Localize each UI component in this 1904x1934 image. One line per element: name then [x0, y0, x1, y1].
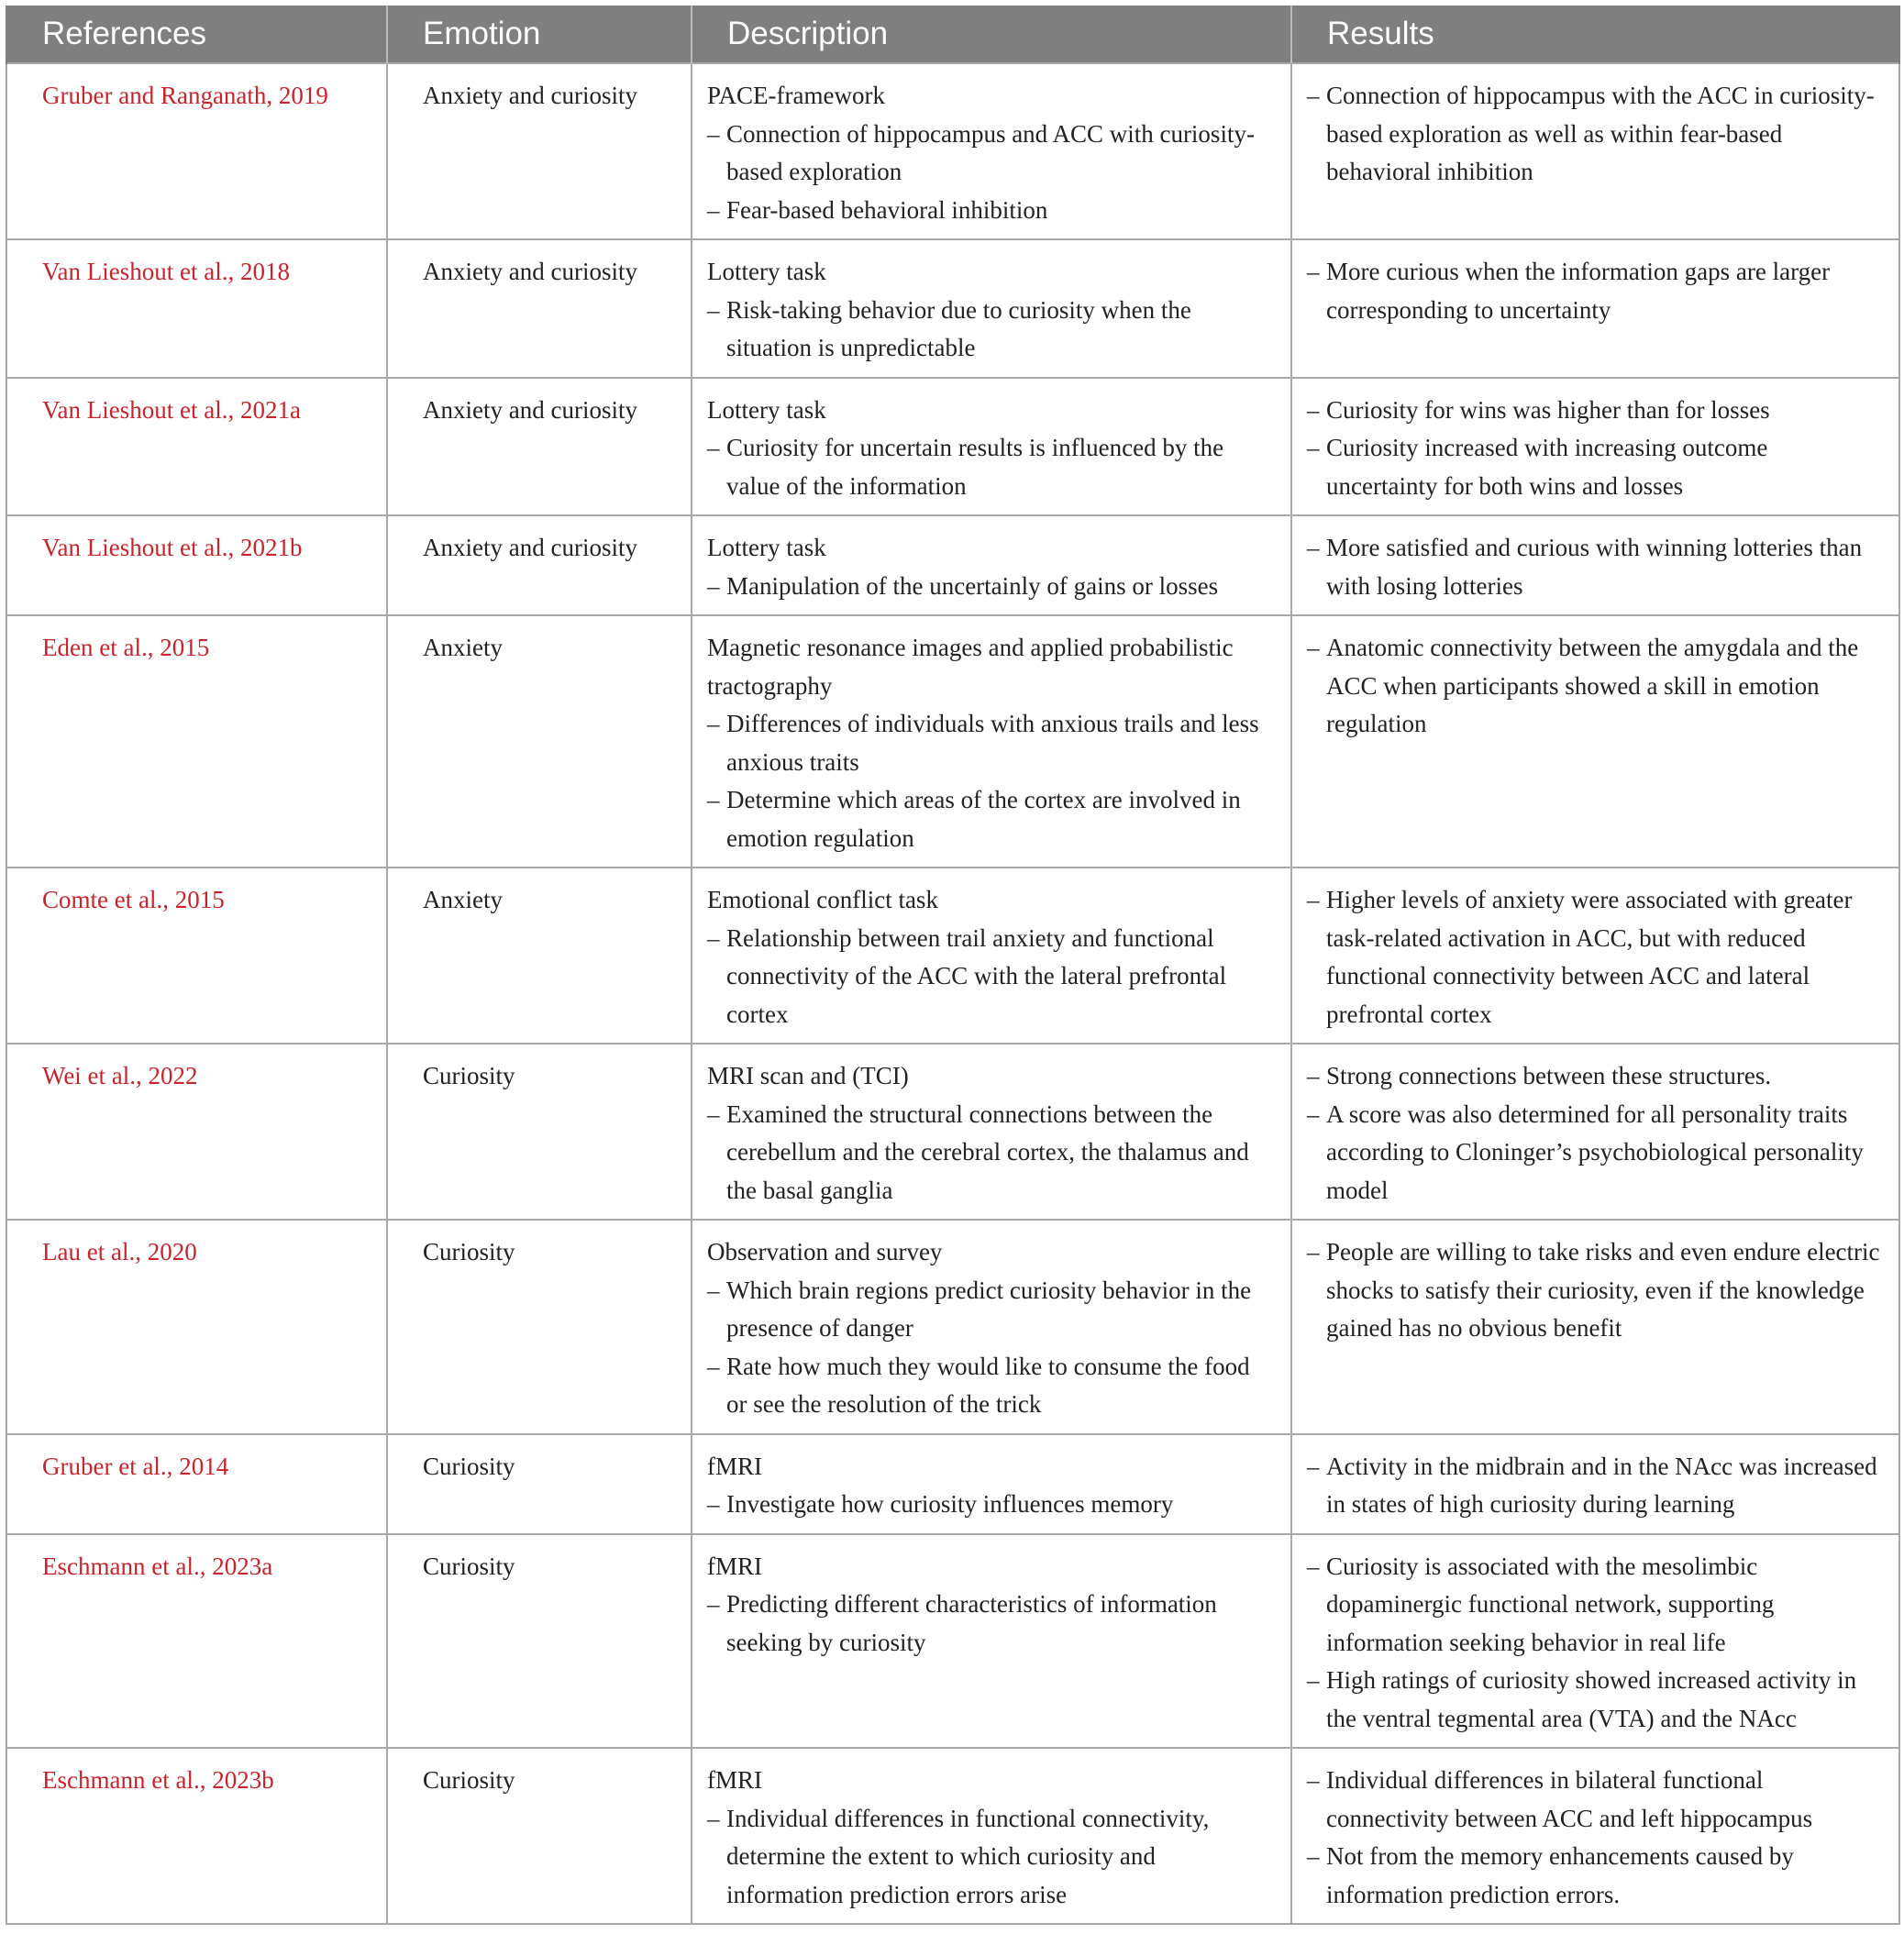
reference-year-link[interactable]: 2019	[278, 82, 328, 109]
description-item-text: Which brain regions predict curiosity behavior in the presence of danger	[726, 1276, 1252, 1342]
dash-bullet-icon: –	[707, 571, 720, 600]
reference-cell	[6, 615, 387, 868]
description-item	[707, 1800, 1274, 1915]
description-cell	[692, 1220, 1291, 1434]
dash-bullet-icon: –	[707, 295, 720, 324]
table-row	[6, 63, 1899, 239]
description-item-text: Connection of hippocampus and ACC with curiosity-based exploration	[726, 119, 1255, 185]
table-row	[6, 1434, 1899, 1534]
reference-author-link[interactable]: Gruber et al.,	[42, 1452, 173, 1480]
dash-bullet-icon: –	[1307, 1062, 1320, 1089]
dash-bullet-icon: –	[1307, 395, 1320, 424]
description-cell	[692, 868, 1291, 1044]
result-item	[1307, 253, 1882, 329]
result-item-text: More curious when the information gaps are larger corresponding to uncertainty	[1326, 258, 1831, 324]
result-item-text: High ratings of curiosity showed increased activity in the ventral tegmental area (VTA) and the NAcc	[1326, 1666, 1857, 1732]
emotion-cell: Anxiety and curiosity	[387, 515, 692, 615]
result-item	[1307, 1838, 1882, 1914]
reference-cell	[6, 868, 387, 1044]
description-item	[707, 781, 1274, 857]
description-item	[707, 429, 1274, 505]
header-description: Description	[692, 6, 1291, 63]
results-cell	[1291, 378, 1899, 516]
reference-year-link[interactable]: 2020	[147, 1238, 197, 1265]
reference-cell	[6, 1534, 387, 1749]
table-row	[6, 1044, 1899, 1220]
result-item-text: Connection of hippocampus with the ACC in curiosity-based exploration as well as within fear-based behavioral inhibition	[1326, 82, 1875, 185]
table-row	[6, 1220, 1899, 1434]
reference-year-link[interactable]: 2023b	[212, 1766, 274, 1794]
description-item	[707, 920, 1274, 1034]
reference-cell	[6, 1044, 387, 1220]
result-item	[1307, 1096, 1882, 1210]
description-title: Observation and survey	[707, 1238, 943, 1265]
description-item	[707, 568, 1274, 606]
description-title: fMRI	[707, 1452, 762, 1480]
result-item	[1307, 629, 1882, 744]
dash-bullet-icon: –	[1307, 1842, 1320, 1870]
dash-bullet-icon: –	[707, 195, 720, 224]
header-references: References	[6, 6, 387, 63]
description-item	[707, 116, 1274, 192]
table-row	[6, 239, 1899, 378]
description-cell	[692, 1044, 1291, 1220]
emotion-cell: Anxiety and curiosity	[387, 239, 692, 378]
dash-bullet-icon: –	[707, 710, 720, 737]
header-emotion: Emotion	[387, 6, 692, 63]
result-item	[1307, 881, 1882, 1033]
description-item-text: Risk-taking behavior due to curiosity when the situation is unpredictable	[726, 295, 1191, 361]
reference-cell	[6, 239, 387, 378]
table-row	[6, 1534, 1899, 1749]
table-row	[6, 515, 1899, 615]
reference-author-link[interactable]: Comte et al.,	[42, 886, 169, 913]
dash-bullet-icon: –	[1307, 1100, 1320, 1128]
emotion-cell: Curiosity	[387, 1044, 692, 1220]
reference-year-link[interactable]: 2014	[179, 1452, 229, 1480]
description-item-text: Relationship between trail anxiety and functional connectivity of the ACC with the lateral prefrontal cortex	[726, 923, 1227, 1028]
description-item	[707, 1348, 1274, 1424]
table-row	[6, 868, 1899, 1044]
results-cell	[1291, 1534, 1899, 1749]
description-title: fMRI	[707, 1766, 762, 1794]
dash-bullet-icon: –	[707, 434, 720, 461]
description-item	[707, 292, 1274, 368]
reference-year-link[interactable]: 2023a	[212, 1552, 273, 1580]
description-item-text: Individual differences in functional connectivity, determine the extent to which curiosity and information prediction errors arise	[726, 1804, 1210, 1908]
result-item	[1307, 1233, 1882, 1348]
description-item	[707, 705, 1274, 781]
description-item-text: Rate how much they would like to consume the food or see the resolution of the trick	[726, 1352, 1250, 1418]
dash-bullet-icon: –	[1307, 1666, 1320, 1694]
reference-author-link[interactable]: Van Lieshout et al.,	[42, 258, 235, 285]
emotion-cell: Anxiety	[387, 868, 692, 1044]
dash-bullet-icon: –	[1307, 534, 1320, 561]
reference-cell	[6, 63, 387, 239]
description-title: Lottery task	[707, 534, 826, 561]
results-cell	[1291, 1044, 1899, 1220]
description-item-text: Fear-based behavioral inhibition	[726, 195, 1048, 224]
reference-author-link[interactable]: Gruber and Ranganath,	[42, 82, 273, 109]
description-cell	[692, 515, 1291, 615]
result-item	[1307, 392, 1882, 430]
reference-year-link[interactable]: 2015	[174, 886, 225, 913]
result-item-text: Curiosity for wins was higher than for losses	[1326, 395, 1770, 424]
reference-author-link[interactable]: Eschmann et al.,	[42, 1552, 206, 1580]
studies-table	[6, 6, 1900, 1925]
results-cell	[1291, 868, 1899, 1044]
dash-bullet-icon: –	[707, 1276, 720, 1304]
description-title: Emotional conflict task	[707, 886, 938, 913]
dash-bullet-icon: –	[1307, 434, 1320, 461]
result-item-text: Anatomic connectivity between the amygdala and the ACC when participants showed a skill in emotion regulation	[1326, 634, 1859, 737]
description-item	[707, 1096, 1274, 1210]
emotion-cell: Curiosity	[387, 1434, 692, 1534]
description-item	[707, 1486, 1274, 1524]
dash-bullet-icon: –	[1307, 634, 1320, 661]
description-item-text: Predicting different characteristics of information seeking by curiosity	[726, 1590, 1217, 1656]
dash-bullet-icon: –	[707, 1490, 720, 1518]
results-cell	[1291, 239, 1899, 378]
results-cell	[1291, 515, 1899, 615]
dash-bullet-icon: –	[707, 1804, 720, 1832]
dash-bullet-icon: –	[707, 1352, 720, 1380]
reference-year-link[interactable]: 2021a	[239, 395, 301, 424]
dash-bullet-icon: –	[1307, 1452, 1320, 1480]
reference-cell	[6, 1748, 387, 1924]
result-item	[1307, 1662, 1882, 1738]
header-row	[6, 6, 1899, 63]
results-cell	[1291, 1434, 1899, 1534]
result-item	[1307, 529, 1882, 605]
table-row	[6, 378, 1899, 516]
table-body	[6, 63, 1899, 1924]
description-item-text: Curiosity for uncertain results is influenced by the value of the information	[726, 434, 1224, 500]
dash-bullet-icon: –	[707, 923, 720, 952]
emotion-cell: Anxiety and curiosity	[387, 63, 692, 239]
emotion-cell: Anxiety	[387, 615, 692, 868]
reference-author-link[interactable]: Van Lieshout et al.,	[42, 534, 235, 561]
reference-year-link[interactable]: 2015	[160, 634, 210, 661]
result-item-text: Curiosity increased with increasing outcome uncertainty for both wins and losses	[1326, 434, 1768, 500]
description-item-text: Examined the structural connections between the cerebellum and the cerebral cortex, the thalamus and the basal ganglia	[726, 1100, 1249, 1204]
reference-year-link[interactable]: 2021b	[239, 534, 303, 561]
result-item-text: A score was also determined for all personality traits according to Cloninger’s psychobiological personality model	[1326, 1100, 1864, 1204]
description-cell	[692, 1748, 1291, 1924]
result-item	[1307, 1762, 1882, 1838]
result-item-text: Curiosity is associated with the mesolimbic dopaminergic functional network, supporting information seeking behavior in real life	[1326, 1552, 1775, 1656]
result-item-text: Strong connections between these structures.	[1326, 1062, 1772, 1089]
emotion-cell: Curiosity	[387, 1748, 692, 1924]
results-cell	[1291, 1748, 1899, 1924]
emotion-cell: Anxiety and curiosity	[387, 378, 692, 516]
table-row	[6, 615, 1899, 868]
description-title: fMRI	[707, 1552, 762, 1580]
result-item-text: Not from the memory enhancements caused by information prediction errors.	[1326, 1842, 1794, 1908]
reference-cell	[6, 1220, 387, 1434]
result-item-text: Higher levels of anxiety were associated with greater task-related activation in ACC, but with reduced functional connectivity between ACC and lateral prefrontal cortex	[1326, 886, 1853, 1028]
result-item-text: Activity in the midbrain and in the NAcc was increased in states of high curiosity during learning	[1326, 1452, 1877, 1518]
description-item	[707, 1272, 1274, 1348]
description-title: PACE-framework	[707, 82, 885, 109]
reference-cell	[6, 378, 387, 516]
dash-bullet-icon: –	[1307, 886, 1320, 913]
result-item	[1307, 1548, 1882, 1663]
description-item	[707, 1586, 1274, 1662]
reference-author-link[interactable]: Van Lieshout et al.,	[42, 395, 235, 424]
dash-bullet-icon: –	[707, 1590, 720, 1618]
result-item	[1307, 1448, 1882, 1524]
reference-author-link[interactable]: Wei et al.,	[42, 1062, 142, 1089]
results-cell	[1291, 63, 1899, 239]
description-title: MRI scan and (TCI)	[707, 1062, 909, 1089]
emotion-cell: Curiosity	[387, 1534, 692, 1749]
emotion-cell: Curiosity	[387, 1220, 692, 1434]
dash-bullet-icon: –	[707, 119, 720, 148]
dash-bullet-icon: –	[1307, 1238, 1320, 1265]
reference-author-link[interactable]: Eschmann et al.,	[42, 1766, 206, 1794]
dash-bullet-icon: –	[707, 786, 720, 813]
dash-bullet-icon: –	[1307, 82, 1320, 109]
description-title: Magnetic resonance images and applied probabilistic tractography	[707, 634, 1234, 700]
description-cell	[692, 1434, 1291, 1534]
description-cell	[692, 615, 1291, 868]
reference-year-link[interactable]: 2022	[148, 1062, 198, 1089]
dash-bullet-icon: –	[1307, 258, 1320, 285]
result-item-text: People are willing to take risks and even endure electric shocks to satisfy their curiosity, even if the knowledge gained has no obvious benefit	[1326, 1238, 1880, 1342]
dash-bullet-icon: –	[1307, 1766, 1320, 1794]
result-item-text: Individual differences in bilateral functional connectivity between ACC and left hippocampus	[1326, 1766, 1813, 1832]
reference-year-link[interactable]: 2018	[239, 258, 290, 285]
dash-bullet-icon: –	[1307, 1552, 1320, 1580]
dash-bullet-icon: –	[707, 1100, 720, 1128]
result-item	[1307, 77, 1882, 192]
result-item-text: More satisfied and curious with winning lotteries than with losing lotteries	[1326, 534, 1863, 600]
results-cell	[1291, 615, 1899, 868]
description-item-text: Investigate how curiosity influences memory	[726, 1490, 1174, 1518]
description-item	[707, 192, 1274, 230]
table-header	[6, 6, 1899, 63]
description-title: Lottery task	[707, 258, 826, 285]
reference-cell	[6, 1434, 387, 1534]
description-cell	[692, 378, 1291, 516]
results-cell	[1291, 1220, 1899, 1434]
result-item	[1307, 1057, 1882, 1096]
result-item	[1307, 429, 1882, 505]
table-page	[6, 6, 1898, 1928]
description-item-text: Manipulation of the uncertainly of gains or losses	[726, 571, 1219, 600]
description-cell	[692, 239, 1291, 378]
reference-author-link[interactable]: Lau et al.,	[42, 1238, 141, 1265]
reference-author-link[interactable]: Eden et al.,	[42, 634, 154, 661]
description-cell	[692, 63, 1291, 239]
table-row	[6, 1748, 1899, 1924]
description-item-text: Differences of individuals with anxious trails and less anxious traits	[726, 710, 1259, 776]
reference-cell	[6, 515, 387, 615]
header-results: Results	[1291, 6, 1899, 63]
description-title: Lottery task	[707, 395, 826, 424]
description-cell	[692, 1534, 1291, 1749]
description-item-text: Determine which areas of the cortex are involved in emotion regulation	[726, 786, 1241, 852]
